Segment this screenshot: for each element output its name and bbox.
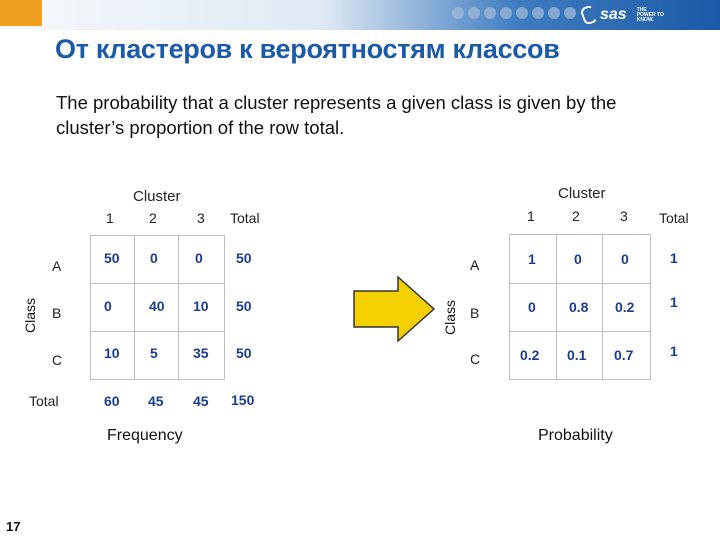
grid-line — [509, 331, 650, 332]
freq-cluster-header: Cluster — [133, 188, 181, 205]
freq-cell: 0 — [150, 250, 158, 266]
dot-icon — [532, 7, 544, 19]
logo-tagline: THE POWER TO KNOW. — [636, 6, 664, 23]
slide-subtitle: The probability that a cluster represents a given class is given by the cluster’s proportion of the row total. — [56, 92, 617, 138]
freq-cell: 50 — [236, 250, 252, 266]
freq-row-b: B — [52, 305, 62, 321]
freq-cell: 45 — [148, 393, 164, 409]
dot-icon — [468, 7, 480, 19]
prob-cell: 0 — [621, 251, 629, 267]
prob-row-c: C — [470, 351, 481, 367]
freq-col-3: 3 — [197, 210, 205, 226]
freq-cell: 5 — [150, 345, 158, 361]
prob-row-b: B — [470, 305, 480, 321]
freq-cell: 10 — [193, 298, 209, 314]
freq-cell: 45 — [193, 393, 209, 409]
sas-logo — [582, 5, 665, 25]
prob-cell: 1 — [528, 251, 536, 267]
prob-class-label: Class — [442, 299, 458, 335]
prob-cell: 0.1 — [567, 347, 587, 363]
dot-icon — [484, 7, 496, 19]
dot-icon — [548, 7, 560, 19]
prob-col-3: 3 — [620, 208, 628, 224]
prob-cell: 1 — [670, 294, 678, 310]
grid-line — [224, 235, 225, 380]
freq-row-c: C — [52, 352, 63, 368]
freq-class-label: Class — [22, 297, 38, 333]
right-arrow-icon — [352, 275, 436, 343]
prob-cell: 0.2 — [520, 347, 540, 363]
freq-cell: 60 — [104, 393, 120, 409]
grid-line — [90, 235, 91, 380]
prob-caption: Probability — [538, 427, 613, 444]
prob-row-a: A — [470, 257, 480, 273]
freq-cell: 50 — [236, 345, 252, 361]
freq-col-2: 2 — [149, 210, 157, 226]
freq-cell: 50 — [104, 250, 120, 266]
grid-line — [90, 379, 224, 380]
dot-icon — [500, 7, 512, 19]
freq-col-1: 1 — [106, 210, 114, 226]
prob-cluster-header: Cluster — [558, 185, 606, 202]
freq-cell: 150 — [231, 392, 255, 408]
orange-accent-block — [0, 0, 42, 26]
prob-col-total: Total — [659, 210, 689, 226]
grid-line — [90, 331, 224, 332]
grid-line — [134, 235, 135, 380]
grid-line — [90, 283, 224, 284]
freq-cell: 50 — [236, 298, 252, 314]
prob-cell: 1 — [670, 250, 678, 266]
freq-cell: 40 — [149, 298, 165, 314]
prob-cell: 1 — [670, 343, 678, 359]
freq-row-a: A — [52, 258, 62, 274]
grid-line — [509, 234, 510, 380]
grid-line — [509, 234, 650, 235]
prob-cell: 0.8 — [569, 299, 589, 315]
grid-line — [509, 283, 650, 284]
slide-title: От кластеров к вероятностям классов — [55, 34, 560, 64]
prob-col-2: 2 — [572, 208, 580, 224]
freq-cell: 10 — [104, 345, 120, 361]
prob-cell: 0 — [528, 299, 536, 315]
header-bar — [0, 0, 720, 30]
prob-cell: 0.7 — [614, 347, 634, 363]
dot-icon — [452, 7, 464, 19]
prob-cell: 0.2 — [615, 299, 635, 315]
freq-cell: 35 — [193, 345, 209, 361]
freq-col-total: Total — [230, 210, 260, 226]
decorative-dots — [452, 6, 576, 20]
logo-text: sas — [600, 6, 627, 23]
grid-line — [650, 234, 651, 380]
grid-line — [509, 379, 650, 380]
grid-line — [602, 234, 603, 380]
dot-icon — [516, 7, 528, 19]
dot-icon — [564, 7, 576, 19]
grid-line — [90, 235, 224, 236]
sas-swirl-icon — [579, 4, 598, 26]
prob-col-1: 1 — [527, 208, 535, 224]
freq-cell: 0 — [104, 298, 112, 314]
freq-cell: 0 — [195, 250, 203, 266]
grid-line — [556, 234, 557, 380]
freq-row-total: Total — [29, 393, 59, 409]
freq-caption: Frequency — [107, 427, 183, 444]
page-number: 17 — [6, 519, 21, 534]
grid-line — [178, 235, 179, 380]
prob-cell: 0 — [574, 251, 582, 267]
